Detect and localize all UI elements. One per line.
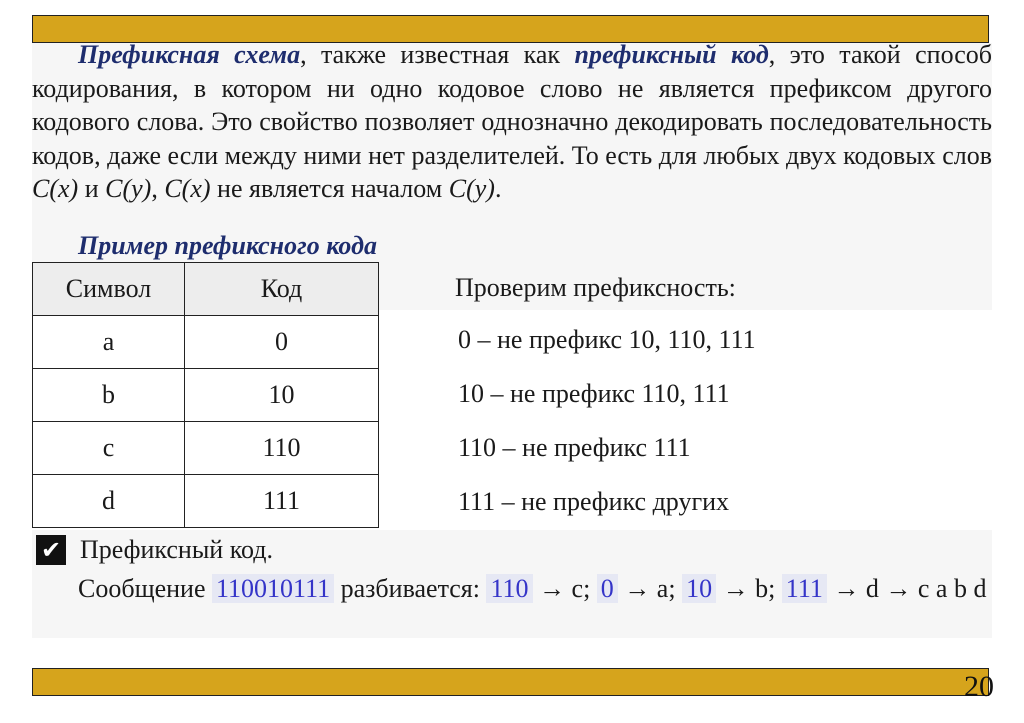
code-cell: 110 — [185, 422, 379, 475]
symbol-cell: d — [33, 475, 185, 528]
code-segment: 10 — [682, 574, 716, 603]
code-segment: 111 — [782, 574, 827, 603]
table-row — [33, 422, 379, 475]
check-line: 10 – не префикс 110, 111 — [458, 379, 730, 408]
encoded-message: 110010111 — [212, 574, 334, 603]
term-prefix-code: префиксный код — [574, 40, 769, 69]
example-subtitle: Пример префиксного кода — [78, 231, 377, 260]
page-number: 20 — [964, 670, 994, 703]
check-line: 0 – не префикс 10, 110, 111 — [458, 325, 756, 354]
bottom-decorative-bar — [32, 668, 989, 696]
table-row — [33, 475, 379, 528]
header-symbol: Символ — [33, 263, 185, 316]
checkmark-icon: ✔ — [36, 535, 66, 565]
conclusion-label: Префиксный код. — [80, 535, 274, 564]
code-cell: 111 — [185, 475, 379, 528]
table-row — [33, 316, 379, 369]
code-cell: 0 — [185, 316, 379, 369]
math-cy: C(y) — [448, 174, 495, 203]
check-title: Проверим префиксность: — [455, 273, 736, 302]
code-segment: 110 — [486, 574, 532, 603]
message-decoding: Сообщение 110010111 разбивается: 110 → c; 0 → a; 10 → b; 111 → d → c a b d — [78, 574, 987, 603]
code-segment: 0 — [597, 574, 618, 603]
header-code: Код — [185, 263, 379, 316]
check-line: 110 – не префикс 111 — [458, 433, 691, 462]
check-line: 111 – не префикс других — [458, 487, 730, 516]
math-cy: C(y) — [105, 174, 152, 203]
symbol-cell: a — [33, 316, 185, 369]
symbol-cell: c — [33, 422, 185, 475]
code-cell: 10 — [185, 369, 379, 422]
math-cx: C(x) — [32, 174, 79, 203]
table-header-row — [33, 263, 379, 316]
code-table — [32, 262, 379, 528]
definition-paragraph: Префиксная схема, также известная как префиксный код, это такой способ кодирования, в котором ни одно кодовое слово не является префиксом другого кодового слова. Это свойство позволяет однозначно декодировать последовательность кодов, даже если между ними нет разделителей. То есть для любых двух кодовых слов C(x) и C(y), C(x) не является началом C(y). — [32, 40, 992, 203]
table-row — [33, 369, 379, 422]
math-cx: C(x) — [164, 174, 211, 203]
term-prefix-scheme: Префиксная схема — [78, 40, 301, 69]
symbol-cell: b — [33, 369, 185, 422]
